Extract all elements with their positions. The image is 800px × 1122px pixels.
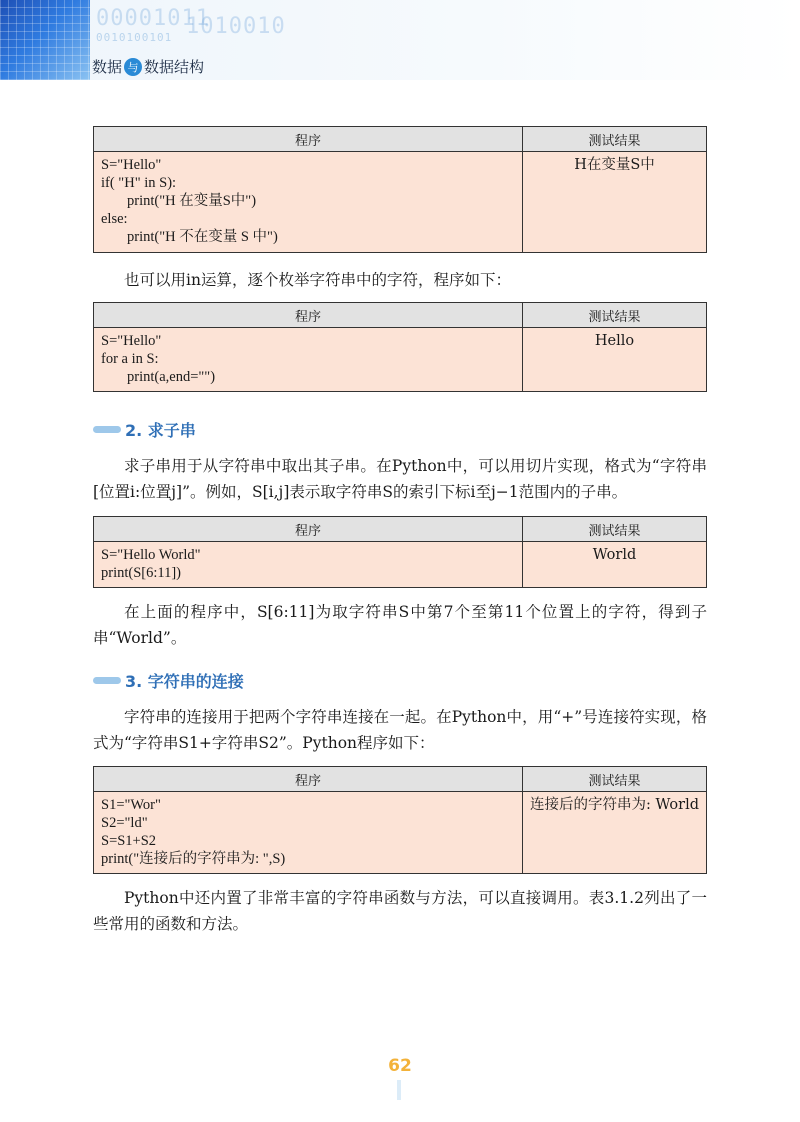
paragraph: 字符串的连接用于把两个字符串连接在一起。在Python中，用“+”号连接符实现，格式为“字符串S1+字符串S2”。Python程序如下： bbox=[93, 708, 707, 752]
col-header-program: 程序 bbox=[94, 767, 523, 792]
col-header-result: 测试结果 bbox=[523, 127, 707, 152]
page-number-tick bbox=[397, 1080, 401, 1100]
code-cell: S1="Wor" S2="ld" S=S1+S2 print("连接后的字符串为: ",S) bbox=[94, 792, 523, 874]
col-header-result: 测试结果 bbox=[523, 767, 707, 792]
result-cell: H在变量S中 bbox=[523, 152, 707, 253]
code-cell: S="Hello" for a in S: print(a,end="") bbox=[94, 328, 523, 392]
paragraph: 求子串用于从字符串中取出其子串。在Python中，可以用切片实现，格式为“字符串[位置i:位置j]”。例如，S[i,j]表示取字符串S的索引下标i至j−1范围内的子串。 bbox=[93, 457, 707, 501]
col-header-program: 程序 bbox=[94, 517, 523, 542]
book-title: 数据 与 数据结构 bbox=[92, 58, 205, 76]
code-table-1 bbox=[93, 126, 707, 253]
paragraph: 在上面的程序中，S[6:11]为取字符串S中第7个至第11个位置上的字符，得到子串“World”。 bbox=[93, 603, 707, 647]
col-header-program: 程序 bbox=[94, 303, 523, 328]
page-content bbox=[93, 126, 707, 937]
section-bar-icon bbox=[93, 426, 121, 433]
section-heading: 2. 求子串 bbox=[93, 415, 707, 443]
code-cell: S="Hello World" print(S[6:11]) bbox=[94, 542, 523, 588]
paragraph: Python中还内置了非常丰富的字符串函数与方法，可以直接调用。表3.1.2列出了一些常用的函数和方法。 bbox=[93, 889, 707, 933]
result-cell: Hello bbox=[523, 328, 707, 392]
col-header-result: 测试结果 bbox=[523, 303, 707, 328]
and-badge: 与 bbox=[124, 58, 142, 76]
col-header-program: 程序 bbox=[94, 127, 523, 152]
code-table-2 bbox=[93, 302, 707, 392]
section-heading: 3. 字符串的连接 bbox=[93, 666, 707, 694]
code-cell: S="Hello" if( "H" in S): print("H 在变量S中") else: print("H 不在变量 S 中") bbox=[94, 152, 523, 253]
page-header bbox=[0, 0, 800, 80]
header-binary-decoration: 00001011 0010100101 1010010 bbox=[96, 6, 286, 44]
page-number: 62 bbox=[388, 1056, 412, 1076]
section-bar-icon bbox=[93, 677, 121, 684]
code-table-4 bbox=[93, 766, 707, 874]
code-table-3 bbox=[93, 516, 707, 588]
result-cell: World bbox=[523, 542, 707, 588]
result-cell: 连接后的字符串为: World bbox=[523, 792, 707, 874]
header-circuit-image bbox=[0, 0, 90, 80]
paragraph: 也可以用in运算，逐个枚举字符串中的字符，程序如下： bbox=[124, 271, 511, 289]
col-header-result: 测试结果 bbox=[523, 517, 707, 542]
